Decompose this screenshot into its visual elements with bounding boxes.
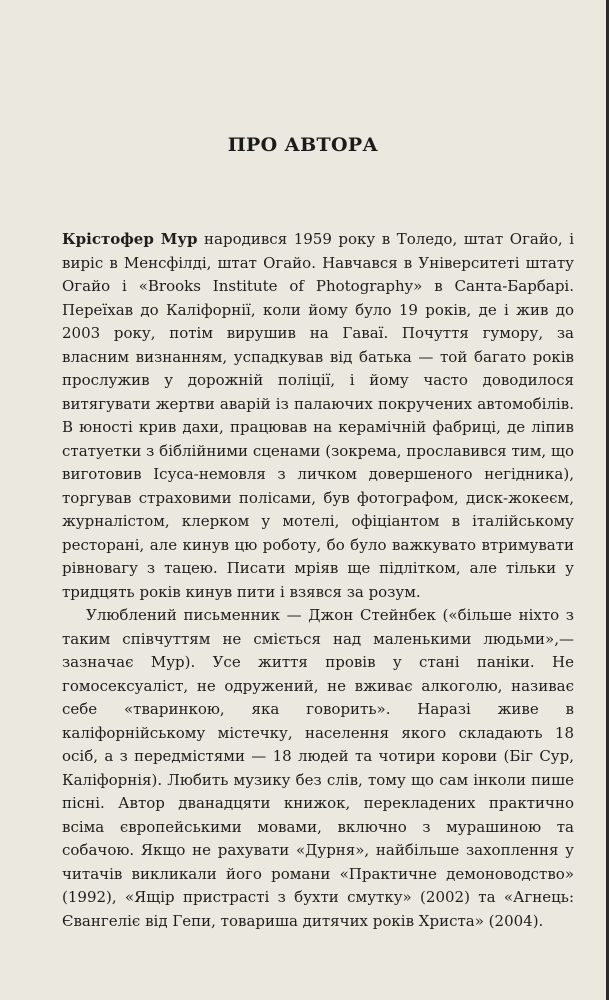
- bio-paragraph-1-text: народився 1959 року в Толедо, штат Огайо, і виріс в Менсфілді, штат Огайо. Навчався в Університеті штату Огайо і «Brooks Institute of Photography» в Санта-Барбарі. Переїхав до Каліфорнії, коли йому було 19 років, де і жив до 2003 року, потім вирушив на Гаваї. Почуття гумору, за власним визнанням, успадкував від батька — той багато років прослужив у дорожній поліції, і йому часто доводилося витягувати жертви аварій із палаючих покручених автомобілів. В юності крив дахи, працював на керамічній фабриці, де ліпив статуетки з біблійними сценами (зокрема, прославився тим, що виготовив Ісуса-немовля з личком довершеного негідника), торгував страховими полісами, був фотографом, диск-жокеєм, журналістом, клерком у мотелі, офіціантом в італійському ресторані, але кинув цю роботу, бо було важкувато втримувати рівновагу з тацею. Писати мріяв ще підлітком, але тільки у тридцять років кинув пити і взявся за розум.: [62, 230, 574, 601]
- bio-paragraph-2: Улюблений письменник — Джон Стейнбек («більше ніхто з таким співчуттям не сміється над маленькими людьми»,— зазначає Мур). Усе життя провів у стані паніки. Не гомосексуаліст, не одружений, не вживає алкоголю, називає себе «тваринкою, яка говорить». Наразі живе в каліфорнійському містечку, населення якого складають 18 осіб, а з передмістями — 18 людей та чотири корови (Біг Сур, Каліфорнія). Любить музику без слів, тому що сам інколи пише пісні. Автор дванадцяти книжок, перекладених практично всіма європейськими мовами, включно з мурашиною та собачою. Якщо не рахувати «Дурня», найбільше захоплення у читачів викликали його романи «Практичне демоноводство» (1992), «Ящір пристрасті з бухти смутку» (2002) та «Агнець: Євангеліє від Гепи, товариша дитячих років Христа» (2004).: [62, 606, 574, 930]
- section-title: ПРО АВТОРА: [227, 134, 379, 156]
- author-bio: [62, 228, 574, 933]
- bio-paragraph-1: [62, 228, 574, 604]
- author-name: Крістофер Мур: [62, 230, 198, 248]
